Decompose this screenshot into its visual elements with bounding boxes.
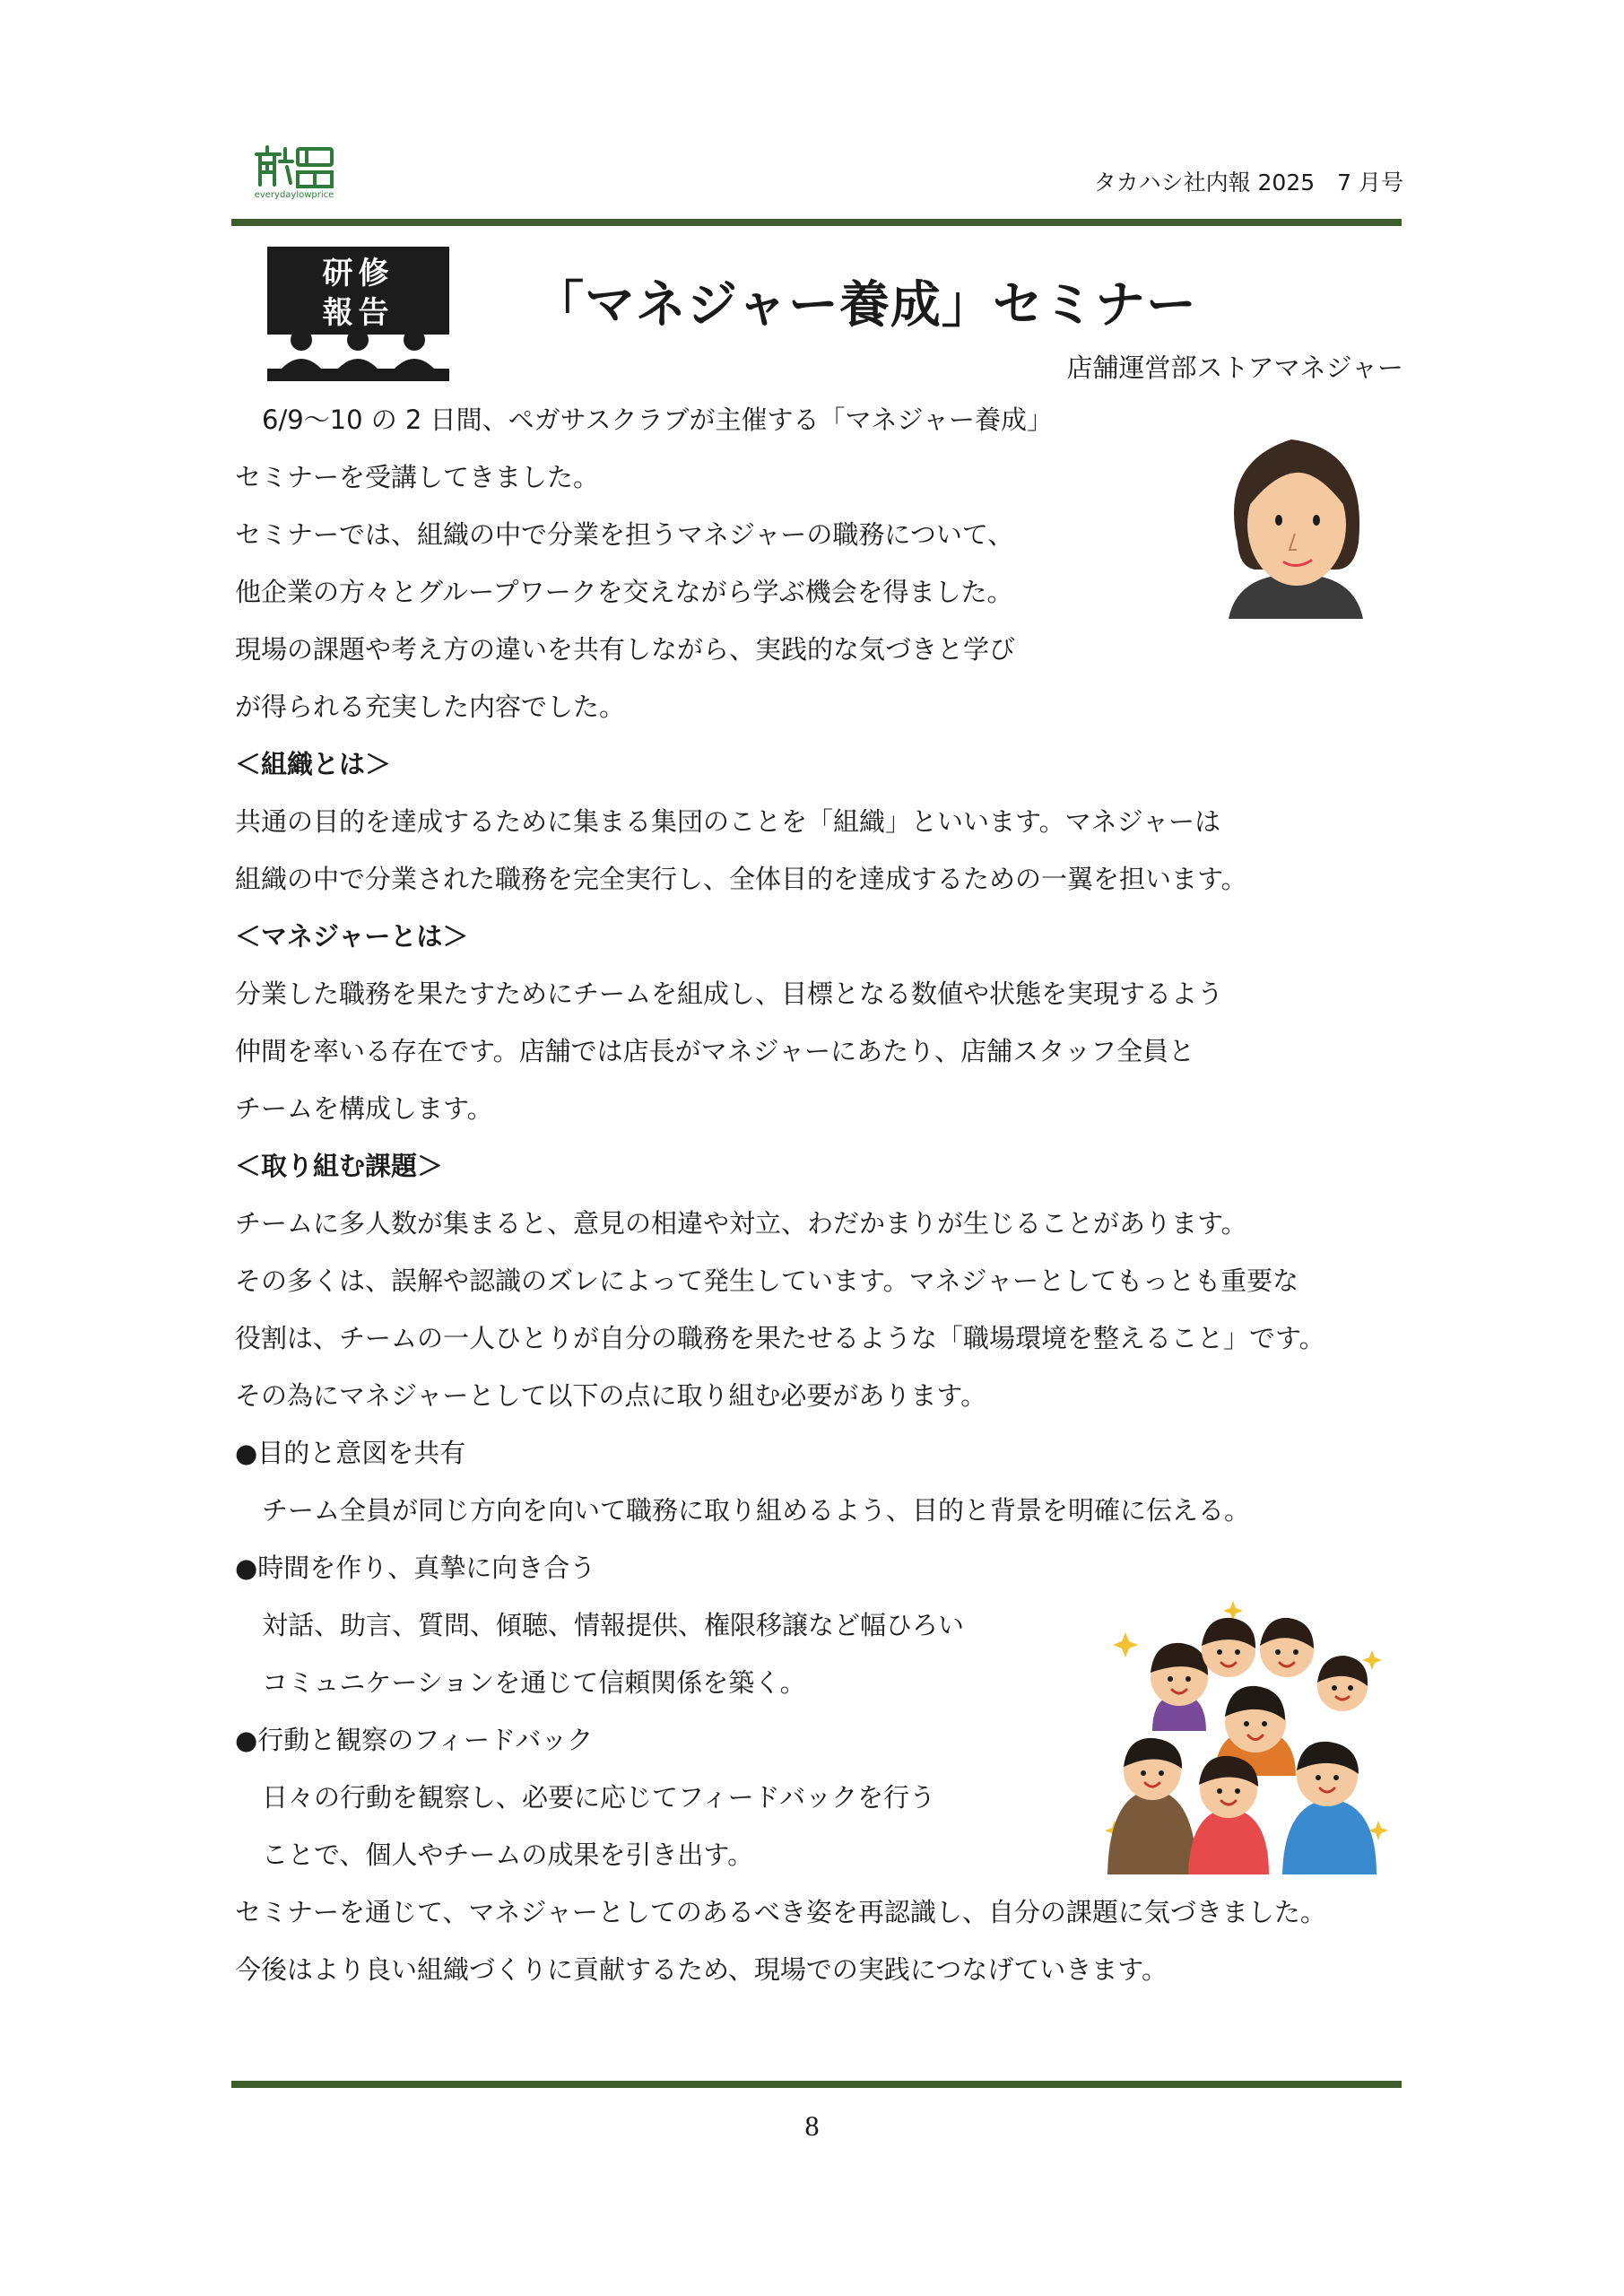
- section1-line-1: 共通の目的を達成するために集まる集団のことを「組織」といいます。マネジャーは: [235, 806, 1221, 837]
- intro-line-4: 他企業の方々とグループワークを交えながら学ぶ機会を得ました。: [235, 577, 1013, 607]
- team-celebration-illustration: [1099, 1596, 1394, 1874]
- section3-line-3: 役割は、チームの一人ひとりが自分の職務を果たせるような「職場環境を整えること」です。: [235, 1323, 1325, 1353]
- section-heading-manager: ＜マネジャーとは＞: [235, 921, 469, 952]
- section2-line-2: 仲間を率いる存在です。店舗では店長がマネジャーにあたり、店舗スタッフ全員と: [235, 1036, 1195, 1066]
- header-divider: [231, 219, 1402, 226]
- person-face-icon: [1202, 408, 1390, 619]
- logo-tagline: everydaylowprice: [254, 190, 334, 200]
- intro-line-1: 6/9～10 の 2 日間、ペガサスクラブが主催する「マネジャー養成」: [262, 404, 1053, 435]
- article-title: 「マネジャー養成」セミナー: [534, 276, 1197, 335]
- intro-line-3: セミナーでは、組織の中で分業を担うマネジャーの職務について、: [235, 519, 1014, 550]
- author-portrait-illustration: [1202, 408, 1390, 619]
- badge-line-2: 報告: [322, 295, 395, 331]
- section-heading-organization: ＜組織とは＞: [235, 749, 392, 779]
- closing-line-1: セミナーを通じて、マネジャーとしてのあるべき姿を再認識し、自分の課題に気づきました。: [235, 1897, 1326, 1927]
- section2-line-3: チームを構成します。: [235, 1093, 493, 1124]
- point-1-title: ●目的と意図を共有: [235, 1438, 466, 1468]
- article-author: 店舗運営部ストアマネジャー: [1066, 352, 1403, 383]
- intro-line-2: セミナーを受講してきました。: [235, 462, 600, 492]
- intro-line-6: が得られる充実した内容でした。: [235, 691, 626, 722]
- point-1-line-1: チーム全員が同じ方向を向いて職務に取り組めるよう、目的と背景を明確に伝える。: [262, 1495, 1251, 1526]
- page-number: 8: [804, 2109, 820, 2142]
- footer-divider: [231, 2081, 1402, 2088]
- company-logo: [249, 142, 339, 203]
- section-heading-challenges: ＜取り組む課題＞: [235, 1151, 444, 1181]
- section3-line-2: その多くは、誤解や認識のズレによって発生しています。マネジャーとしてもっとも重要な: [235, 1265, 1299, 1296]
- section1-line-2: 組織の中で分業された職務を完全実行し、全体目的を達成するための一翼を担います。: [235, 864, 1247, 894]
- point-2-line-1: 対話、助言、質問、傾聴、情報提供、権限移譲など幅ひろい: [262, 1610, 965, 1640]
- publication-info: タカハシ社内報 2025 7 月号: [1093, 170, 1403, 196]
- point-3-line-2: ことで、個人やチームの成果を引き出す。: [262, 1839, 754, 1870]
- point-3-title: ●行動と観察のフィードバック: [235, 1725, 594, 1755]
- point-3-line-1: 日々の行動を観察し、必要に応じてフィードバックを行う: [262, 1782, 936, 1813]
- badge-line-1: 研修: [322, 256, 395, 291]
- section2-line-1: 分業した職務を果たすためにチームを組成し、目標となる数値や状態を実現するよう: [235, 978, 1224, 1009]
- closing-line-2: 今後はより良い組織づくりに貢献するため、現場での実践につなげていきます。: [235, 1954, 1168, 1985]
- point-2-title: ●時間を作り、真摯に向き合う: [235, 1552, 596, 1583]
- section3-line-4: その為にマネジャーとして以下の点に取り組む必要があります。: [235, 1380, 987, 1411]
- group-people-icon: [1099, 1596, 1394, 1874]
- intro-line-5: 現場の課題や考え方の違いを共有しながら、実践的な気づきと学び: [235, 634, 1016, 665]
- logo-mark-icon: [249, 142, 339, 190]
- point-2-line-2: コミュニケーションを通じて信頼関係を築く。: [262, 1667, 806, 1698]
- report-badge: [267, 247, 449, 381]
- section3-line-1: チームに多人数が集まると、意見の相違や対立、わだかまりが生じることがあります。: [235, 1208, 1247, 1239]
